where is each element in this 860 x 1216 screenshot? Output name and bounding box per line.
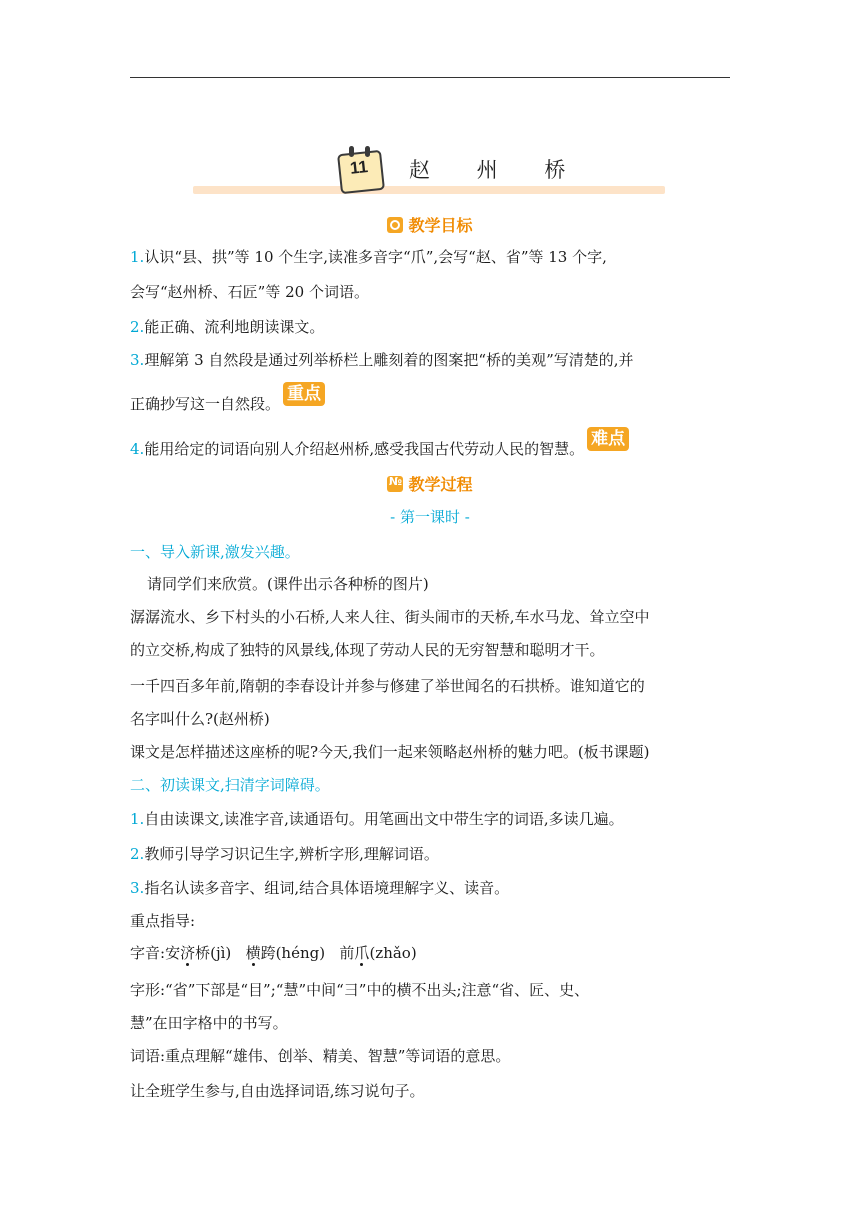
lesson-title-banner [193,144,665,196]
pron-item: 安济桥(jì) [165,944,232,962]
vocab-line: 词语:重点理解“雄伟、创举、精美、智慧”等词语的意思。 [130,1047,511,1065]
first-lesson-label: - 第一课时 - [390,508,470,526]
objective-1: 1.认识“县、拱”等 10 个生字,读准多音字“爪”,会写“赵、省”等 13 个字, [130,248,607,266]
objective-4: 4.能用给定的词语向别人介绍赵州桥,感受我国古代劳动人民的智慧。 难点 [130,439,629,463]
lesson-number: 11 [349,157,369,178]
step-1-heading: 一、导入新课,激发兴趣。 [130,543,300,561]
paragraph: 名字叫什么?(赵州桥) [130,710,270,728]
objective-1-cont: 会写“赵州桥、石匠”等 20 个词语。 [130,283,369,301]
objective-3-cont: 正确抄写这一自然段。 重点 [130,394,325,418]
objective-2: 2.能正确、流利地朗读课文。 [130,318,325,336]
title-underline-bar [193,186,665,194]
list-item: 3.指名认读多音字、组词,结合具体语境理解字义、读音。 [130,879,510,897]
difficulty-badge: 难点 [587,427,629,451]
objectives-heading [0,213,860,237]
form-line: 字形:“省”下部是“目”;“慧”中间“彐”中的横不出头;注意“省、匠、史、 [130,981,590,999]
target-icon [387,217,403,233]
paragraph: 请同学们来欣赏。(课件出示各种桥的图片) [147,575,429,593]
process-heading-label: 教学过程 [408,475,473,494]
calendar-icon [339,146,381,190]
paragraph: 一千四百多年前,隋朝的李春设计并参与修建了举世闻名的石拱桥。谁知道它的 [130,677,645,695]
process-heading [0,472,860,496]
pron-item: 前爪(zhǎo) [339,944,417,962]
list-item: 2.教师引导学习识记生字,辨析字形,理解词语。 [130,845,439,863]
key-point-badge: 重点 [283,382,325,406]
guide-label: 重点指导: [130,912,196,930]
pronunciation-line: 字音:安济桥(jì) 横跨(héng) 前爪(zhǎo) [130,944,417,962]
paragraph: 课文是怎样描述这座桥的呢?今天,我们一起来领略赵州桥的魅力吧。(板书课题) [130,743,650,761]
header-rule [130,77,730,78]
form-line-cont: 慧”在田字格中的书写。 [130,1014,288,1032]
last-line: 让全班学生参与,自由选择词语,练习说句子。 [130,1082,425,1100]
objectives-heading-label: 教学目标 [408,216,473,235]
paragraph: 潺潺流水、乡下村头的小石桥,人来人往、街头闹市的天桥,车水马龙、耸立空中 [130,608,650,626]
step-2-heading: 二、初读课文,扫清字词障碍。 [130,776,330,794]
pen-icon [387,476,403,492]
paragraph: 的立交桥,构成了独特的风景线,体现了劳动人民的无穷智慧和聪明才干。 [130,641,605,659]
objective-3: 3.理解第 3 自然段是通过列举桥栏上雕刻着的图案把“桥的美观”写清楚的,并 [130,351,634,369]
pron-item: 横跨(héng) [245,944,326,962]
list-item: 1.自由读课文,读准字音,读通语句。用笔画出文中带生字的词语,多读几遍。 [130,810,624,828]
lesson-title: 赵 州 桥 [409,158,586,182]
